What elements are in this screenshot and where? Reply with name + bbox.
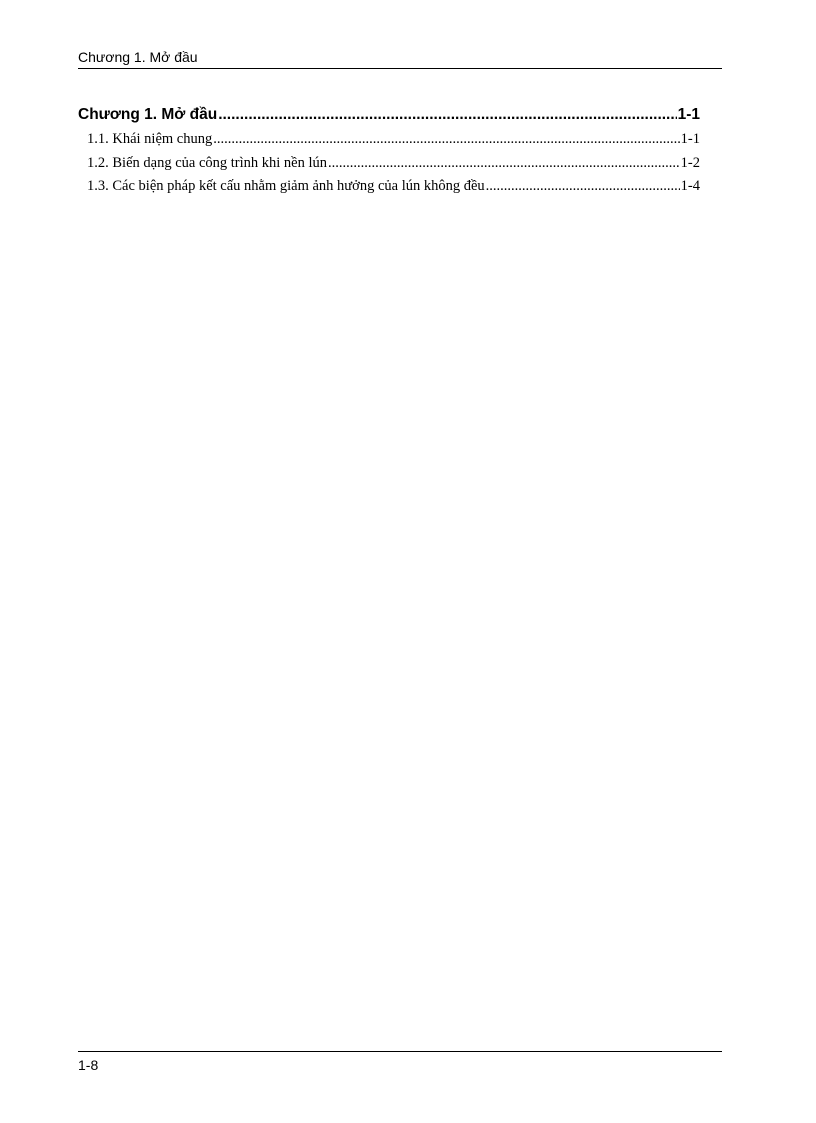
toc-section-title: 1.2. Biến dạng của công trình khi nền lún	[87, 154, 328, 171]
toc-chapter-page: 1-1	[677, 106, 700, 123]
toc-section-entry[interactable]	[78, 152, 700, 176]
toc-section-title: 1.3. Các biện pháp kết cấu nhằm giảm ảnh hưởng của lún không đều	[87, 178, 485, 194]
toc-section-page: 1-2	[680, 154, 700, 171]
toc-dot-leader	[218, 102, 676, 128]
page-number: 1-8	[78, 1057, 99, 1073]
toc-chapter-entry[interactable]	[78, 102, 700, 128]
toc-dot-leader	[328, 152, 680, 176]
toc-chapter-title: Chương 1. Mở đầu	[78, 106, 218, 123]
table-of-contents	[78, 102, 700, 199]
toc-section-title: 1.1. Khái niệm chung	[87, 131, 213, 147]
header-divider	[78, 68, 722, 69]
toc-section-page: 1-1	[680, 131, 700, 147]
footer-divider	[78, 1051, 722, 1052]
toc-dot-leader	[213, 128, 679, 152]
toc-section-entry[interactable]	[78, 128, 700, 152]
toc-dot-leader	[486, 175, 680, 199]
toc-section-page: 1-4	[680, 178, 700, 194]
toc-section-entry[interactable]	[78, 175, 700, 199]
running-header: Chương 1. Mở đầu	[78, 49, 198, 65]
